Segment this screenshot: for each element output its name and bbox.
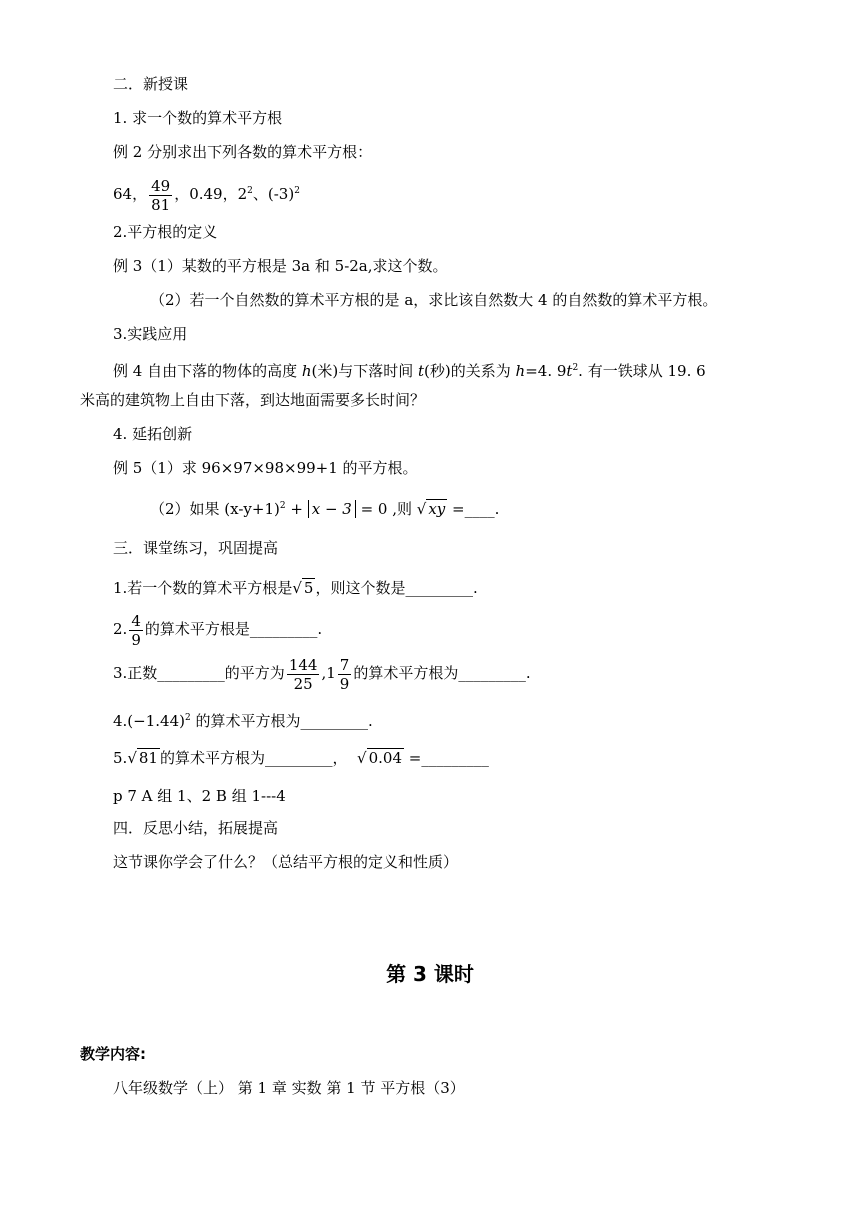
item-4-heading: 4. 延拓创新 xyxy=(113,425,193,443)
exercise-4 xyxy=(113,708,373,731)
text: 例 4 自由下落的物体的高度 xyxy=(113,362,302,380)
value-text: ，0.49， xyxy=(174,185,238,203)
text: （2）如果 (x-y+1) xyxy=(150,500,280,518)
exercise-3 xyxy=(113,654,531,693)
fraction-denominator: 9 xyxy=(131,630,141,649)
value-text: 64， xyxy=(113,185,148,203)
sqrt: √ xy xyxy=(416,500,446,518)
fraction xyxy=(287,656,320,693)
text: 5. xyxy=(113,749,128,767)
text: =4. 9 xyxy=(525,362,567,380)
fraction-denominator: 81 xyxy=(151,195,171,214)
text: 的算术平方根为_________， xyxy=(159,749,348,767)
section-3-title: 三．课堂练习，巩固提高 xyxy=(113,539,279,557)
text: . 有一铁球从 19. 6 xyxy=(578,362,706,380)
text: = 0 ,则 xyxy=(355,500,417,518)
example-4-line-1 xyxy=(113,358,706,381)
text: 3.正数_________的平方为 xyxy=(113,664,285,682)
text: + xyxy=(285,500,308,518)
lesson-3-heading: 第 3 课时 xyxy=(386,962,474,986)
sqrt: √ 5 xyxy=(292,579,314,597)
exercise-1 xyxy=(113,578,478,598)
var-t: t xyxy=(566,362,573,380)
exponent: 2 xyxy=(184,713,191,723)
exponent: 2 xyxy=(247,186,253,196)
exponent: 2 xyxy=(572,363,579,373)
section-4-title: 四．反思小结，拓展提高 xyxy=(113,819,279,837)
fraction-denominator: 9 xyxy=(339,674,350,693)
fraction-numerator: 4 xyxy=(131,611,141,630)
text: 的算术平方根为_________. xyxy=(353,664,531,682)
radicand: 5 xyxy=(303,579,314,597)
value-text: 、(-3) xyxy=(252,185,295,203)
text: 4.(−1.44) xyxy=(113,712,185,730)
exercise-2 xyxy=(113,610,322,649)
text: ,1 xyxy=(321,664,336,682)
var-t: t xyxy=(418,362,425,380)
text: (秒)的关系为 xyxy=(424,362,516,380)
example-2-values xyxy=(113,172,300,214)
text: 的算术平方根为_________. xyxy=(190,712,373,730)
fraction-numerator: 49 xyxy=(151,176,171,195)
section-2-title: 二．新授课 xyxy=(113,75,189,93)
example-4-line-2: 米高的建筑物上自由下落，到达地面需要多长时间？ xyxy=(80,391,426,409)
example-3-part-1: 例 3（1）某数的平方根是 3a 和 5-2a,求这个数。 xyxy=(113,257,448,275)
sqrt: √ 0.04 xyxy=(357,749,402,767)
example-2-text: 例 2 分别求出下列各数的算术平方根： xyxy=(113,143,373,161)
text: =____. xyxy=(447,500,500,518)
text: (米)与下落时间 xyxy=(311,362,419,380)
fraction-numerator: 7 xyxy=(339,655,350,674)
exercise-5 xyxy=(113,748,489,768)
text: ，则这个数是_________. xyxy=(315,579,478,597)
value-text: 2 xyxy=(237,185,248,203)
exponent: 2 xyxy=(294,186,300,196)
text: 2. xyxy=(113,620,128,638)
teaching-content-text: 八年级数学（上） 第 1 章 实数 第 1 节 平方根（3） xyxy=(113,1079,465,1097)
item-1-heading: 1. 求一个数的算术平方根 xyxy=(113,109,283,127)
example-5-part-2 xyxy=(150,496,499,519)
exponent: 2 xyxy=(279,501,286,511)
radicand: 81 xyxy=(138,749,158,767)
section-4-text: 这节课你学会了什么？（总结平方根的定义和性质） xyxy=(113,853,459,871)
example-3-part-2: （2）若一个自然数的算术平方根的是 a，求比该自然数大 4 的自然数的算术平方根。 xyxy=(150,291,718,309)
fraction-denominator: 25 xyxy=(293,674,313,693)
fraction xyxy=(338,656,352,693)
var-h: h xyxy=(301,362,312,380)
fraction xyxy=(129,612,143,649)
absolute-value: x − 3 xyxy=(308,500,356,518)
homework-line: p 7 A 组 1、2 B 组 1---4 xyxy=(113,787,286,805)
text: 1.若一个数的算术平方根是 xyxy=(113,579,293,597)
item-2-heading: 2.平方根的定义 xyxy=(113,223,218,241)
text: 的算术平方根是_________. xyxy=(144,620,323,638)
fraction-numerator: 144 xyxy=(288,655,318,674)
radicand: 0.04 xyxy=(368,749,402,767)
var-h: h xyxy=(515,362,526,380)
fraction xyxy=(149,177,172,214)
example-5-part-1: 例 5（1）求 96×97×98×99+1 的平方根。 xyxy=(113,459,418,477)
radicand: xy xyxy=(428,500,446,518)
text: =_________ xyxy=(404,749,489,767)
item-3-heading: 3.实践应用 xyxy=(113,325,188,343)
teaching-content-label: 教学内容: xyxy=(80,1045,146,1063)
sqrt: √ 81 xyxy=(127,749,158,767)
